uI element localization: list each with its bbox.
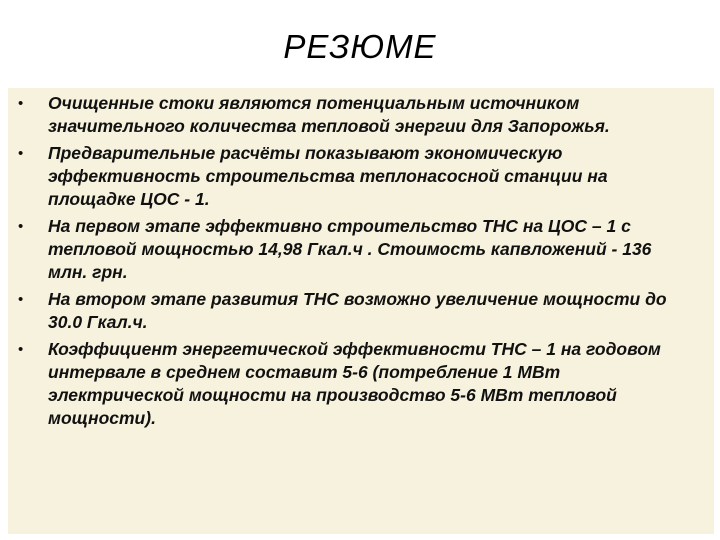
bullet-text: Очищенные стоки являются потенциальным источником значительного количества тепловой энергии для Запорожья.	[48, 93, 610, 136]
bullet-item	[8, 338, 708, 430]
bullet-item	[8, 288, 708, 334]
bullet-dot-icon: •	[18, 291, 24, 308]
bullet-text: Предварительные расчёты показывают экономическую эффективность строительства теплонасосной станции на площадке ЦОС - 1.	[48, 143, 608, 209]
slide-title: РЕЗЮМЕ	[283, 28, 437, 65]
bullet-list	[8, 92, 708, 434]
bullet-dot-icon: •	[18, 145, 24, 162]
bullet-item	[8, 92, 708, 138]
bullet-dot-icon: •	[18, 95, 24, 112]
bullet-text: Коэффициент энергетической эффективности ТНС – 1 на годовом интервале в среднем составит 5-6 (потребление 1 МВт электрической мощности на производство 5-6 МВт тепловой мощности).	[48, 339, 661, 428]
bullet-item	[8, 142, 708, 211]
bullet-text: На втором этапе развития ТНС возможно увеличение мощности до 30.0 Гкал.ч.	[48, 289, 667, 332]
bullet-text: На первом этапе эффективно строительство ТНС на ЦОС – 1 с тепловой мощностью 14,98 Гкал.ч . Стоимость капвложений - 136 млн. грн.	[48, 216, 652, 282]
bullet-dot-icon: •	[18, 341, 24, 358]
bullet-item	[8, 215, 708, 284]
bullet-dot-icon: •	[18, 218, 24, 235]
content-panel	[8, 88, 714, 534]
